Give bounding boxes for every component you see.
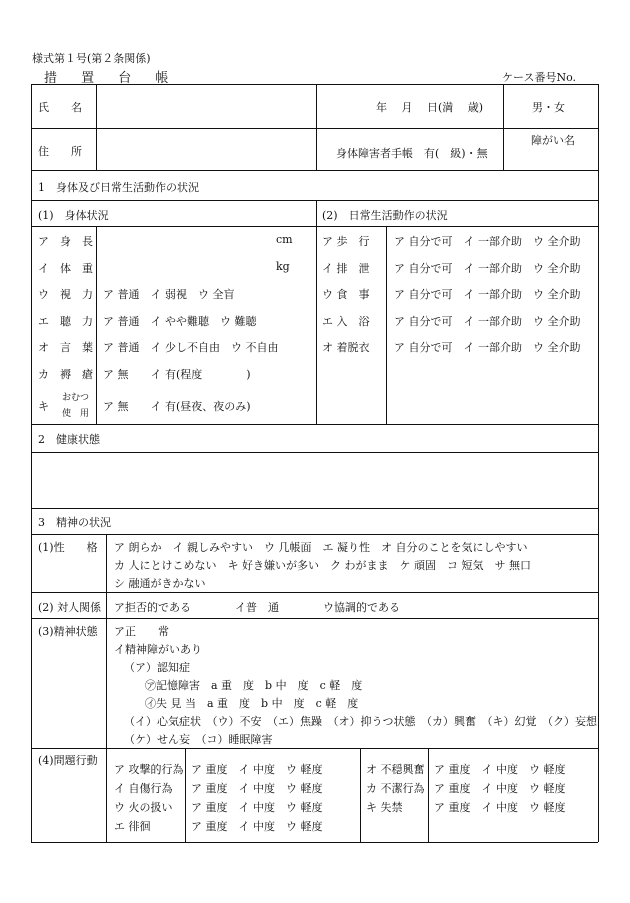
personality-line: カ 人にとけこめない キ 好き嫌いが多い ク わがまま ケ 頑固 コ 短気 サ 無口 — [114, 559, 531, 572]
body-item-unit: kg — [276, 259, 290, 273]
diaper-value: ア 無 イ 有(昼夜、夜のみ) — [103, 400, 251, 413]
adl-item-label: イ 排 泄 — [322, 261, 370, 275]
adl-item-value: ア 自分で可 イ 一部介助 ウ 全介助 — [394, 288, 581, 301]
table-rule — [31, 170, 598, 171]
behavior-item-value: ア 重度 イ 中度 ウ 軽度 — [191, 782, 323, 795]
table-rule — [31, 128, 598, 129]
mental-line: （ア）認知症 — [124, 661, 190, 674]
behavior-item-value: ア 重度 イ 中度 ウ 軽度 — [434, 801, 566, 814]
behavior-item-value: ア 重度 イ 中度 ウ 軽度 — [434, 763, 566, 776]
body-item-label: エ 聴 力 — [38, 314, 93, 328]
mental-line: ㋐記憶障害 a 重 度 b 中 度 c 軽 度 — [145, 679, 363, 692]
adl-item-label: オ 着脱衣 — [322, 341, 370, 354]
adl-item-value: ア 自分で可 イ 一部介助 ウ 全介助 — [394, 341, 581, 354]
table-rule — [31, 534, 598, 535]
disability-label: 障がい名 — [531, 134, 575, 147]
mental-line: イ精神障がいあり — [114, 643, 202, 656]
behavior-item-value: ア 重度 イ 中度 ウ 軽度 — [434, 782, 566, 795]
case-number-label: ケース番号No. — [502, 71, 577, 84]
personality-line: ア 朗らか イ 親しみやすい ウ 几帳面 エ 凝り性 オ 自分のことを気にしやすい — [114, 541, 528, 554]
body-item-value: ア 無 イ 有(程度 ) — [103, 367, 251, 381]
table-rule — [106, 534, 107, 842]
behavior-item-label: イ 自傷行為 — [114, 782, 173, 795]
sex-label: 男・女 — [532, 101, 565, 114]
mental-label: (3)精神状態 — [38, 625, 98, 638]
body-item-unit: cm — [276, 233, 293, 246]
adl-item-label: ア 歩 行 — [322, 235, 370, 248]
diaper-prefix: キ — [38, 400, 49, 413]
table-border — [31, 84, 32, 842]
table-rule — [316, 200, 317, 424]
adl-item-label: エ 入 浴 — [322, 314, 370, 328]
behavior-item-label: オ 不穏興奮 — [366, 763, 425, 776]
address-label: 住 所 — [38, 145, 82, 158]
adl-item-value: ア 自分で可 イ 一部介助 ウ 全介助 — [394, 314, 581, 328]
behavior-item-label: ウ 火の扱い — [114, 801, 173, 814]
table-rule — [360, 748, 361, 842]
diaper-label-top: おむつ — [62, 393, 90, 403]
adl-item-value: ア 自分で可 イ 一部介助 ウ 全介助 — [394, 261, 581, 275]
adl-title: (2) 日常生活動作の状況 — [322, 209, 448, 222]
body-item-label: ア 身 長 — [38, 235, 93, 248]
behavior-item-label: キ 失禁 — [366, 801, 403, 814]
behavior-label: (4)問題行動 — [38, 754, 98, 767]
table-rule — [185, 748, 186, 842]
adl-item-value: ア 自分で可 イ 一部介助 ウ 全介助 — [394, 235, 581, 248]
behavior-item-label: エ 徘徊 — [114, 820, 151, 833]
name-label: 氏 名 — [38, 101, 82, 114]
mental-line: （ケ）せん妄 （コ）睡眠障害 — [124, 733, 273, 746]
table-rule — [96, 84, 97, 170]
table-rule — [428, 748, 429, 842]
form-label: 様式第１号(第２条関係) — [32, 52, 151, 65]
table-rule — [31, 226, 598, 227]
relations-label: (2) 対人関係 — [38, 601, 102, 614]
personality-line: シ 融通がきかない — [114, 577, 206, 590]
body-item-value: ア 普通 イ 弱視 ウ 全盲 — [103, 288, 235, 301]
table-rule — [31, 592, 598, 593]
table-border — [31, 84, 598, 85]
body-item-value: ア 普通 イ 少し不自由 ウ 不自由 — [103, 341, 279, 354]
adl-item-label: ウ 食 事 — [322, 288, 370, 301]
behavior-item-value: ア 重度 イ 中度 ウ 軽度 — [191, 801, 323, 814]
mental-line: ア正 常 — [114, 625, 169, 638]
handbook-label: 身体障害者手帳 有( 級)・無 — [336, 147, 488, 160]
relations-value: ア拒否的である イ普 通 ウ協調的である — [114, 601, 400, 614]
body-item-value: ア 普通 イ やや難聴 ウ 難聴 — [103, 314, 257, 328]
table-rule — [31, 200, 598, 201]
body-item-label: オ 言 葉 — [38, 341, 93, 354]
table-rule — [31, 748, 598, 749]
table-border — [31, 842, 598, 843]
table-rule — [31, 508, 598, 509]
mental-line: （イ）心気症状 （ウ）不安 （エ）焦躁 （オ）抑うつ状態 （カ）興奮 （キ）幻覚 （ク）妄想 — [124, 715, 597, 728]
body-item-label: カ 褥 瘡 — [38, 367, 93, 381]
mental-line: ㋑失 見 当 a 重 度 b 中 度 c 軽 度 — [145, 697, 359, 710]
behavior-item-label: ア 攻撃的行為 — [114, 763, 184, 776]
table-rule — [31, 618, 598, 619]
page-title: 措 置 台 帳 — [44, 71, 179, 86]
table-rule — [503, 84, 504, 170]
body-item-label: ウ 視 力 — [38, 288, 93, 301]
body-item-label: イ 体 重 — [38, 261, 93, 275]
section-1-title: 1 身体及び日常生活動作の状況 — [38, 181, 199, 194]
table-rule — [316, 84, 317, 170]
section-3-title: 3 精神の状況 — [38, 516, 111, 529]
table-border — [598, 84, 599, 842]
personality-label: (1)性 格 — [38, 541, 98, 554]
behavior-item-label: カ 不潔行為 — [366, 782, 425, 795]
section-2-title: 2 健康状態 — [38, 433, 100, 446]
table-rule — [31, 452, 598, 453]
behavior-item-value: ア 重度 イ 中度 ウ 軽度 — [191, 820, 323, 833]
body-status-title: (1) 身体状況 — [38, 209, 109, 222]
table-rule — [386, 226, 387, 424]
diaper-label-bottom: 使 用 — [62, 409, 90, 419]
table-rule — [96, 226, 97, 424]
birthdate-label: 年 月 日(満 歳) — [376, 101, 484, 114]
behavior-item-value: ア 重度 イ 中度 ウ 軽度 — [191, 763, 323, 776]
table-rule — [31, 424, 598, 425]
